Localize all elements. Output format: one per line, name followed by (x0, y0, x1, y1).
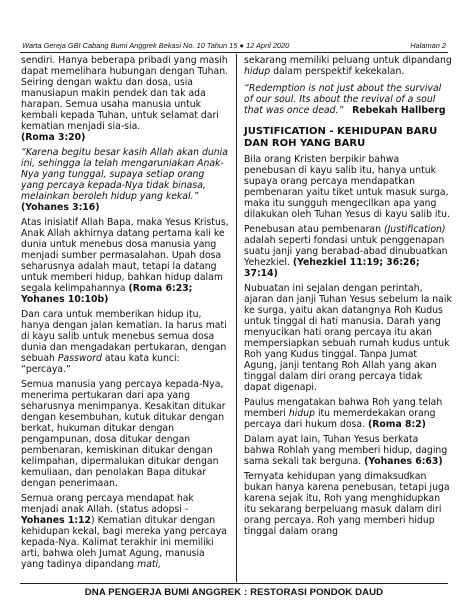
paragraph: sekarang memiliki peluang untuk dipandang hidup dalam perspektif kekekalan. (244, 55, 452, 77)
left-column (21, 55, 229, 574)
paragraph: Atas inisiatif Allah Bapa, maka Yesus Kristus, Anak Allah akhirnya datang pertama kali ke dunia untuk menebus dosa manusia yang menjadi sumber permasalahan. Upah dosa seharusnya adalah maut, tetapi la datang untuk memberi hidup, bahkan hidup dalam segala kelimpahannya (Roma 6:23; Yohanes 10:10b) (21, 217, 229, 305)
section-heading: JUSTIFICATION - KEHIDUPAN BARU DAN ROH YANG BARU (244, 126, 438, 149)
column-divider (236, 54, 237, 582)
scripture-reference: Yohanes 1:12 (21, 515, 91, 526)
paragraph: Ternyata kehidupan yang dimaksudkan bukan hanya karena penebusan, tetapi juga karena sejak itu, Roh yang menghidupkan itu sekarang berpeluang masuk dalam diri orang percaya. Roh yang memberi hidup tinggal dalam orang (244, 471, 450, 537)
scripture-reference: (Roma 6:23; Yohanes 10:10b) (21, 283, 193, 305)
bible-quote: “Karena begitu besar kasih Allah akan dunia ini, sehingga la telah mengaruniakan Anak-Nya yang tunggal, supaya setiap orang yang percaya kepada-Nya tidak binasa, melainkan beroleh hidup yang kekal.” (Yohanes 3:16) (21, 147, 228, 213)
paragraph: Dan cara untuk memberikan hidup itu, hanya dengan jalan kematian. Ia harus mati di kayu salib untuk menebus semua dosa dunia dan mengadakan pertukaran, dengan sebuah Password atau kata kunci: “percaya.” (21, 309, 227, 375)
scripture-reference: (Yehezkiel 11:19; 36:26; 37:14) (244, 257, 420, 279)
paragraph: Nubuatan ini sejalan dengan perintah, ajaran dan janji Tuhan Yesus sebelum la naik ke surga, yaitu akan datangnya Roh Kudus untuk tinggal di hati manusia. Darah yang menyucikan hati orang percaya itu akan mempersiapkan sebuah rumah kudus untuk Roh yang Kudus tinggal. Tanpa Jumat Agung, janji tentang Roh Allah yang akan tinggal dalam diri orang percaya tidak dapat digenapi. (244, 283, 452, 393)
scripture-reference: (Roma 3:20) (21, 132, 86, 143)
paragraph: sendiri. Hanya beberapa pribadi yang masih dapat memelihara hubungan dengan Tuhan. Seiring dengan waktu dan dosa, usia manusiapun makin pendek dan tak ada harapan. Semua usaha manusia untuk kembali kepada Tuhan, untuk selamat dari kematian menjadi sia-sia. (Roma 3:20) (21, 55, 229, 143)
paragraph: Bila orang Kristen berpikir bahwa penebusan di kayu salib itu, hanya untuk supaya orang percaya mendapatkan pembenaran yaitu tiket untuk masuk surga, maka itu sungguh mengecilkan apa yang dilakukan oleh Tuhan Yesus di kayu salib itu. (244, 154, 450, 220)
paragraph: Semua manusia yang percaya kepada-Nya, menerima pertukaran dari apa yang seharusnya menimpanya. Kesakitan ditukar dengan kesembuhan, kutuk ditukar dengan berkat, hukuman ditukar dengan pengampunan, dosa ditukar dengan pembenaran, kemiskinan ditukar dengan kelimpahan, dipermalukan ditukar dengan kemuliaan, dan penolakan Bapa ditukar dengan penerimaan. (21, 379, 226, 489)
page-footer: DNA PENGERJA BUMI ANGGREK : RESTORASI PONDOK DAUD (20, 583, 448, 598)
paragraph: Semua orang percaya mendapat hak menjadi anak Allah. (status adopsi - Yohanes 1:12) Kematian ditukar dengan kehidupan kekal, bagi mereka yang percaya kepada-Nya. Kalimat terakhir ini memiliki arti, bahwa oleh Jumat Agung, manusia yang tadinya dipandang mati, (21, 493, 227, 570)
page-number: Halaman 2 (410, 41, 446, 50)
publication-info: Warta Gereja GBI Cabang Bumi Anggrek Bekasi No. 10 Tahun 15 ● 12 April 2020 (22, 41, 290, 50)
page-header (20, 41, 448, 53)
paragraph: Paulus mengatakan bahwa Roh yang telah memberi hidup itu memerdekakan orang percaya dari hukum dosa. (Roma 8:2) (244, 397, 443, 430)
quote-author: Rebekah Hallberg (352, 105, 446, 116)
scripture-reference: (Roma 8:2) (368, 419, 426, 430)
english-quote: “Redemption is not just about the survival of our soul. Its about the revival of a soul that was once dead.” Rebekah Hallberg (244, 83, 446, 116)
scripture-reference: (Yohanes 3:16) (21, 202, 100, 213)
paragraph: Penebusan atau pembenaran (Justification) adalah seperti fondasi untuk penggenapan suatu janji yang berabad-abad dinubuatkan Yehezkiel. (Yehezkiel 11:19; 36:26; 37:14) (244, 224, 448, 279)
paragraph: Dalam ayat lain, Tuhan Yesus berkata bahwa Rohlah yang memberi hidup, daging sama sekali tak berguna. (Yohanes 6:63) (244, 434, 448, 467)
right-column (244, 55, 452, 541)
scripture-reference: (Yohanes 6:63) (364, 456, 443, 467)
